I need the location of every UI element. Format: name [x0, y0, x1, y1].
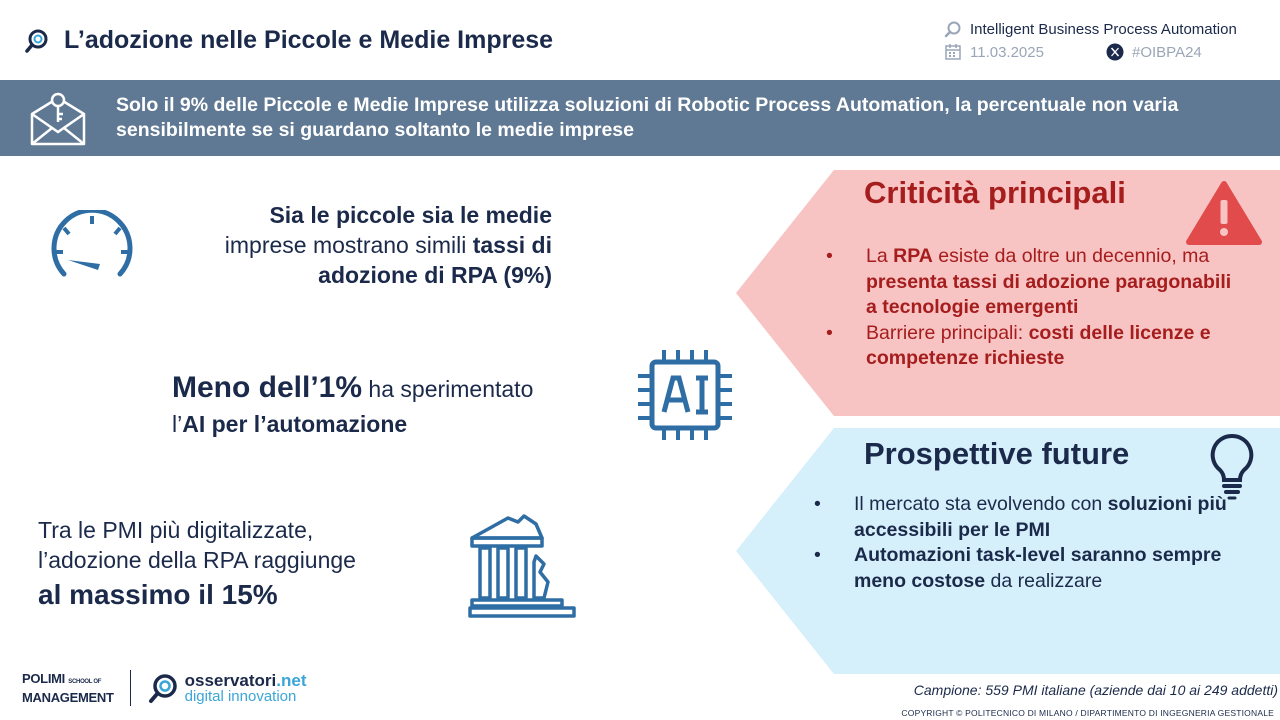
logo-divider [130, 670, 131, 706]
calendar-icon [944, 43, 962, 61]
polimi-line2: MANAGEMENT [22, 690, 114, 705]
osservatori-sub: digital innovation [184, 688, 297, 705]
criticita-list [820, 244, 1240, 372]
warning-icon [1186, 180, 1262, 246]
copyright: COPYRIGHT © POLITECNICO DI MILANO / DIPARTIMENTO DI INGEGNERIA GESTIONALE [901, 708, 1274, 718]
insight-adoption-rate [140, 200, 552, 290]
polimi-school: SCHOOL OF [68, 679, 102, 685]
insight-text: l’ [172, 411, 183, 437]
event-meta [944, 18, 1237, 61]
polimi-logo [22, 671, 114, 705]
prospettive-title: Prospettive future [864, 436, 1130, 471]
list-item: • Barriere principali: costi delle licenze e competenze richieste [826, 321, 1211, 369]
search-logo-icon [147, 672, 179, 704]
osservatori-logo [147, 672, 307, 704]
footer-logos [22, 670, 307, 706]
insight-text-bold: tassi di [472, 232, 552, 258]
event-date [944, 43, 1106, 61]
x-logo-icon [1106, 43, 1124, 61]
insight-text: imprese mostrano simili [224, 232, 473, 258]
speedometer-icon [50, 210, 134, 282]
ruined-temple-icon [468, 512, 576, 618]
event-name: Intelligent Business Process Automation [970, 20, 1237, 38]
list-item: • La RPA esiste da oltre un decennio, ma presenta tassi di adozione paragonabili a tecnologie emergenti [826, 245, 1232, 318]
title-row [24, 26, 553, 55]
list-text-bold: Automazioni task-level saranno sempre meno costose [854, 544, 1222, 592]
search-logo-icon [24, 28, 50, 54]
list-text: Barriere principali: [866, 321, 1029, 344]
lightbulb-icon [1208, 432, 1256, 500]
insight-text: ha sperimentato [362, 376, 534, 402]
list-item: • Automazioni task-level saranno sempre meno costose da realizzare [814, 544, 1222, 592]
envelope-key-icon [28, 90, 88, 148]
event-name-row [944, 18, 1237, 40]
ai-chip-icon [636, 348, 734, 442]
insight-line: l’adozione della RPA raggiunge [38, 547, 356, 573]
insight-text-bold: AI per l’automazione [182, 411, 408, 437]
list-text: Il mercato sta evolvendo con [854, 493, 1108, 515]
sample-note: Campione: 559 PMI italiane (aziende dai 10 ai 249 addetti) [913, 682, 1278, 698]
list-text-bold: presenta tassi di adozione paragonabili a tecnologie emergenti [866, 270, 1232, 318]
osservatori-net: .net [276, 671, 307, 690]
search-logo-icon [944, 20, 962, 38]
list-text-bold: RPA [893, 245, 933, 267]
insight-line: Tra le PMI più digitalizzate, [38, 517, 314, 543]
prospettive-list [808, 492, 1228, 594]
date-text: 11.03.2025 [970, 43, 1044, 61]
list-text-bold: costi delle licenze e competenze richieste [866, 321, 1211, 369]
insight-text-bold: Meno dell’1% [172, 371, 363, 404]
list-item: • Il mercato sta evolvendo con soluzioni più accessibili per le PMI [814, 493, 1227, 541]
polimi-line1: POLIMI [22, 671, 65, 686]
list-text: La [866, 245, 894, 267]
page-title: L’adozione nelle Piccole e Medie Imprese [64, 26, 554, 54]
list-text: da realizzare [985, 569, 1103, 592]
banner-text: Solo il 9% delle Piccole e Medie Imprese utilizza soluzioni di Robotic Process Automation, la percentuale non varia sensibilmente se si guardano soltanto le medie imprese [116, 94, 1179, 141]
insight-line: adozione di RPA (9%) [318, 262, 552, 288]
insight-line: Sia le piccole sia le medie [269, 202, 552, 228]
list-text: esiste da oltre un decennio, ma [932, 245, 1210, 267]
osservatori-name: osservatori [184, 671, 277, 690]
insight-text-bold: al massimo il 15% [38, 579, 278, 610]
criticita-title: Criticità principali [864, 175, 1126, 210]
insight-line [140, 230, 552, 260]
insight-digital-pmi [38, 515, 458, 615]
event-hashtag[interactable] [1106, 43, 1202, 61]
hashtag-text: #OIBPA24 [1132, 43, 1202, 61]
key-finding-banner [0, 80, 1280, 156]
list-text-bold: soluzioni più accessibili per le PMI [854, 493, 1227, 541]
insight-ai [172, 368, 622, 441]
